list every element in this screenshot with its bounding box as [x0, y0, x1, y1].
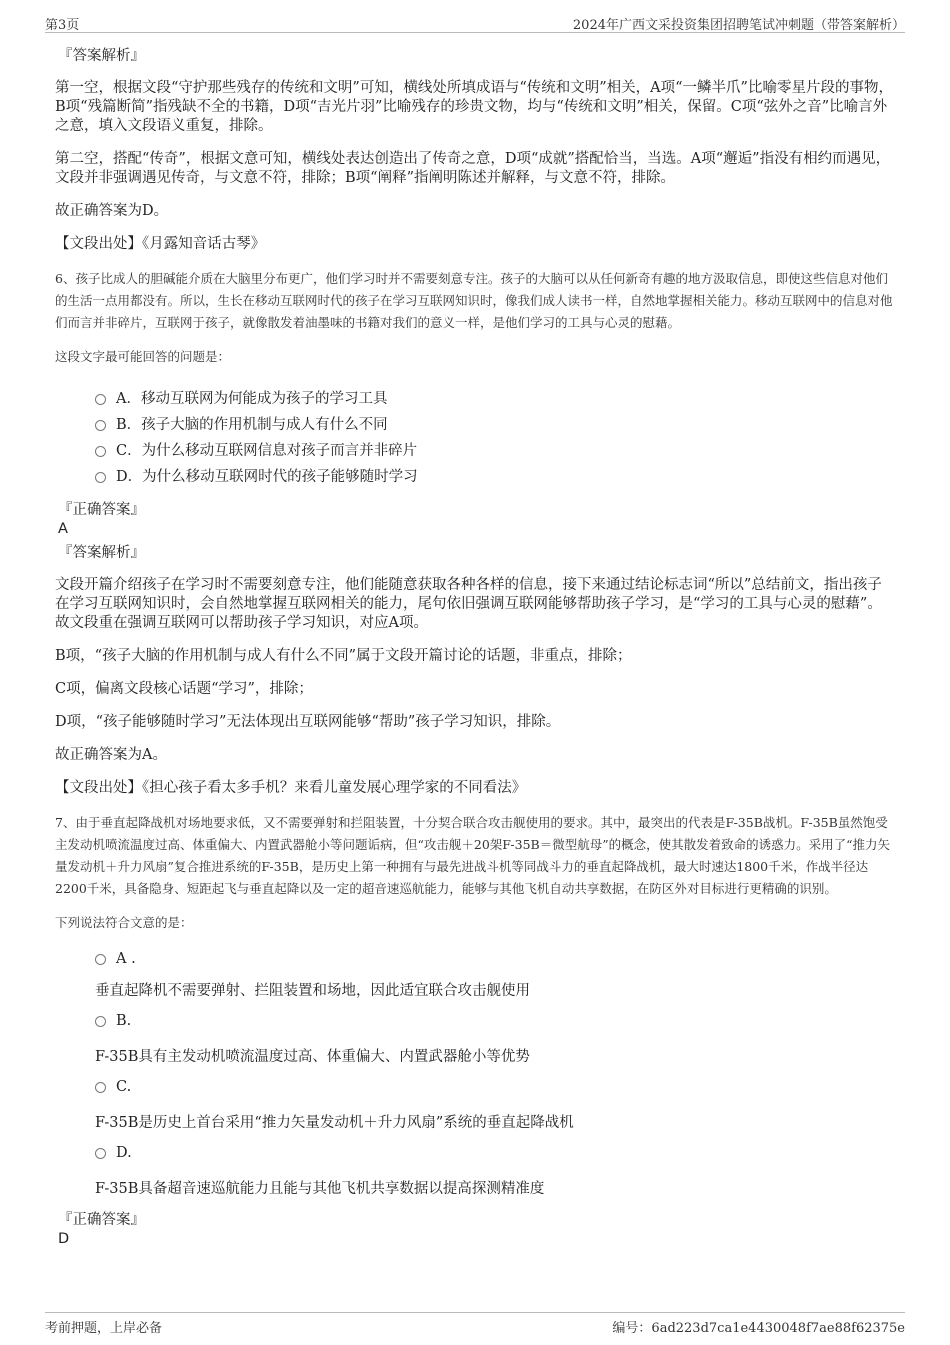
option-label: D. — [116, 1145, 132, 1161]
footer-slogan: 考前押题，上岸必备 — [45, 1321, 163, 1336]
q7-correct-tag: 『正确答案』 — [58, 1212, 145, 1228]
q6-question: 这段文字最可能回答的问题是： — [55, 349, 231, 364]
q7-correct-answer: D — [58, 1231, 70, 1247]
q5-conclusion: 故正确答案为D。 — [55, 203, 169, 219]
q6-analysis-p2: B项，“孩子大脑的作用机制与成人有什么不同”属于文段开篇讨论的话题，非重点，排除； — [55, 648, 632, 664]
q5-analysis-p2: 第二空，搭配“传奇”，根据文意可知，横线处表达创造出了传奇之意，D项“成就”搭配恰当，当选。A项“邂逅”指没有相约而遇见，文段并非强调遇见传奇，与文意不符，排除；B项“阐释”指阐明陈述并解释，与文意不符，排除。 — [55, 151, 891, 186]
option-label: B. — [116, 1013, 132, 1029]
q7-option-a-text: 垂直起降机不需要弹射、拦阻装置和场地，因此适宜联合攻击舰使用 — [95, 983, 530, 999]
q6-stem: 6、孩子比成人的胆碱能介质在大脑里分布更广，他们学习时并不需要刻意专注。孩子的大脑可以从任何新奇有趣的地方汲取信息，即使这些信息对他们的生活一点用都没有。所以，生长在移动互联网时代的孩子在学习互联网知识时，像我们成人读书一样，自然地掌握相关能力。移动互联网中的信息对他们而言并非碎片，互联网于孩子，就像散发着油墨味的书籍对我们的意义一样，是他们学习的工具与心灵的慰藉。 — [55, 271, 893, 330]
q7-stem: 7、由于垂直起降战机对场地要求低，又不需要弹射和拦阻装置，十分契合联合攻击舰使用的要求。其中，最突出的代表是F-35B战机。F-35B虽然饱受主发动机喷流温度过高、体重偏大、内置武器舱小等问题诟病，但“攻击舰＋20架F-35B＝微型航母”的概念，使其散发着致命的诱惑力。采用了“推力矢量发动机＋升力风扇”复合推进系统的F-35B，是历史上第一种拥有与最先进战斗机等同战斗力的垂直起降战机，最大时速达1800千米，作战半径达2200千米，具备隐身、短距起飞与垂直起降以及一定的超音速巡航能力，能够与其他飞机自动共享数据，在防区外对目标进行更精确的识别。 — [55, 815, 891, 896]
q6-option-a[interactable] — [95, 386, 895, 412]
page-header — [45, 10, 905, 33]
radio-button[interactable] — [95, 1082, 106, 1093]
page-footer — [45, 1312, 905, 1337]
q7-option-c-text: F-35B是历史上首台采用“推力矢量发动机＋升力风扇”系统的垂直起降战机 — [95, 1115, 574, 1131]
radio-button[interactable] — [95, 954, 106, 965]
q7-option-a[interactable] — [95, 948, 895, 970]
option-label: C. — [116, 1079, 132, 1095]
option-label: C．为什么移动互联网信息对孩子而言并非碎片 — [116, 443, 418, 459]
option-label: D．为什么移动互联网时代的孩子能够随时学习 — [116, 469, 418, 485]
q5-source: 【文段出处】《月露知音话古琴》 — [55, 236, 266, 252]
q7-option-d-text: F-35B具备超音速巡航能力且能与其他飞机共享数据以提高探测精准度 — [95, 1181, 545, 1197]
q6-correct-tag: 『正确答案』 — [58, 502, 145, 518]
option-label: A . — [116, 951, 136, 967]
radio-button[interactable] — [95, 1016, 106, 1027]
q6-analysis-p4: D项，“孩子能够随时学习”无法体现出互联网能够“帮助”孩子学习知识，排除。 — [55, 714, 561, 730]
option-label: A．移动互联网为何能成为孩子的学习工具 — [116, 391, 388, 407]
document-content — [55, 44, 895, 1251]
q7-option-d[interactable] — [95, 1142, 895, 1164]
q6-analysis-p3: C项，偏离文段核心话题“学习”，排除； — [55, 681, 313, 697]
q7-question: 下列说法符合文意的是： — [55, 915, 193, 930]
q6-option-d[interactable] — [95, 464, 895, 490]
q6-conclusion: 故正确答案为A。 — [55, 747, 167, 763]
q6-analysis-tag: 『答案解析』 — [58, 545, 145, 561]
document-code: 编号：6ad223d7ca1e4430048f7ae88f62375e — [612, 1321, 905, 1336]
q7-option-b[interactable] — [95, 1010, 895, 1032]
q6-source: 【文段出处】《担心孩子看太多手机？来看儿童发展心理学家的不同看法》 — [55, 780, 527, 796]
radio-button[interactable] — [95, 420, 106, 431]
q6-correct-answer: A — [58, 521, 68, 537]
q6-options — [95, 386, 895, 490]
q6-analysis-p1: 文段开篇介绍孩子在学习时不需要刻意专注，他们能随意获取各种各样的信息，接下来通过结论标志词“所以”总结前文，指出孩子在学习互联网知识时，会自然地掌握互联网相关的能力，尾句依旧强调互联网能够帮助孩子学习，是“学习的工具与心灵的慰藉”。故文段重在强调互联网可以帮助孩子学习知识，对应A项。 — [55, 577, 882, 631]
q7-option-c[interactable] — [95, 1076, 895, 1098]
radio-button[interactable] — [95, 1148, 106, 1159]
page-number: 第3页 — [45, 18, 80, 33]
q7-option-b-text: F-35B具有主发动机喷流温度过高、体重偏大、内置武器舱小等优势 — [95, 1049, 530, 1065]
option-label: B．孩子大脑的作用机制与成人有什么不同 — [116, 417, 388, 433]
q5-analysis-tag: 『答案解析』 — [58, 48, 145, 64]
q5-analysis-p1: 第一空，根据文段“守护那些残存的传统和文明”可知，横线处所填成语与“传统和文明”相关，A项“一鳞半爪”比喻零星片段的事物，B项“残篇断简”指残缺不全的书籍，D项“吉光片羽”比喻残存的珍贵文物，均与“传统和文明”相关，保留。C项“弦外之音”比喻言外之意，填入文段语义重复，排除。 — [55, 80, 893, 134]
radio-button[interactable] — [95, 446, 106, 457]
radio-button[interactable] — [95, 394, 106, 405]
q6-option-c[interactable] — [95, 438, 895, 464]
q7-options — [95, 948, 895, 1200]
q6-option-b[interactable] — [95, 412, 895, 438]
radio-button[interactable] — [95, 472, 106, 483]
document-title: 2024年广西文采投资集团招聘笔试冲刺题（带答案解析） — [572, 18, 905, 33]
